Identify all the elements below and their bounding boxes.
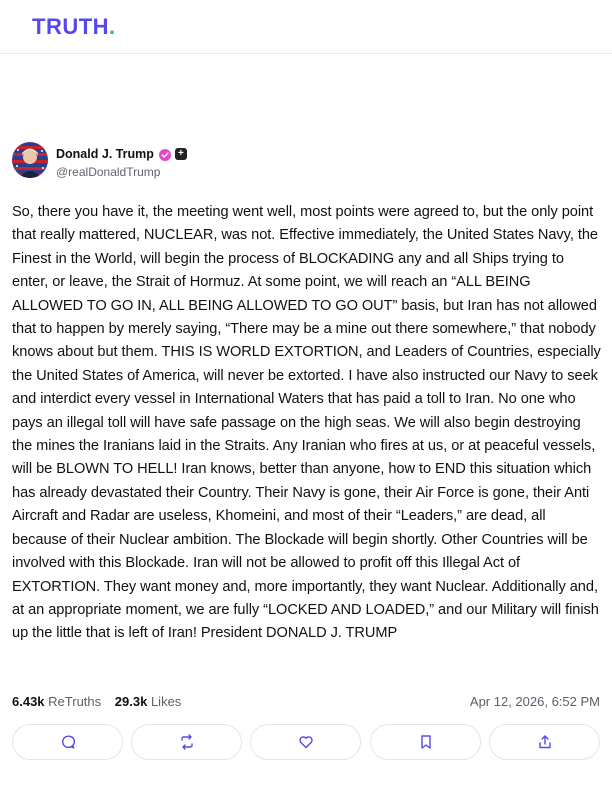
avatar[interactable]: [12, 142, 48, 178]
retruth-button[interactable]: [131, 724, 242, 760]
repost-icon: [179, 734, 195, 750]
post-stats: [12, 694, 600, 712]
plus-badge-icon: +: [175, 148, 187, 160]
post-header: [12, 142, 412, 180]
truth-logo[interactable]: TRUTH.: [32, 14, 116, 39]
verified-badge-icon: [159, 148, 171, 160]
share-icon: [537, 734, 553, 750]
post-timestamp[interactable]: Apr 12, 2026, 6:52 PM: [469, 694, 600, 709]
top-bar: [0, 0, 612, 54]
action-bar: [12, 724, 600, 760]
heart-icon: [298, 734, 314, 750]
author-display-name[interactable]: Donald J. Trump: [56, 147, 154, 161]
author-handle[interactable]: @realDonaldTrump: [56, 165, 161, 179]
bookmark-button[interactable]: [370, 724, 481, 760]
bookmark-icon: [418, 734, 434, 750]
reply-button[interactable]: [12, 724, 123, 760]
like-button[interactable]: [250, 724, 361, 760]
post-body: So, there you have it, the meeting went well, most points were agreed to, but the only point that really mattered, NUCLEAR, was not. Effective immediately, the United States Navy, the Finest in the World, will begin the process of BLOCKADING any and all Ships trying to enter, or leave, the Strait of Hormuz. At some point, we will reach an “ALL BEING ALLOWED TO GO IN, ALL BEING ALLOWED TO GO OUT” basis, but Iran has not allowed that to happen by merely saying, “There may be a mine out there somewhere,” that nobody knows about but them. THIS IS WORLD EXTORTION, and Leaders of Countries, especially the United States of America, will never be extorted. I have also instructed our Navy to seek and interdict every vessel in International Waters that has paid a toll to Iran. No one who pays an illegal toll will have safe passage on the high seas. We will also begin destroying the mines the Iranians laid in the Straits. Any Iranian who fires at us, or at peaceful vessels, will be BLOWN TO HELL! Iran knows, better than anyone, how to END this situation which has already devastated their Country. Their Navy is gone, their Air Force is gone, their Anti Aircraft and Radar are useless, Khomeini, and most of their “Leaders,” are dead, all because of their Nuclear ambition. The Blockade will begin shortly. Other Countries will be involved with this Blockade. Iran will not be allowed to profit off this Illegal Act of EXTORTION. They want money and, more importantly, they want Nuclear. Additionally and, at an appropriate moment, we are fully “LOCKED AND LOADED,” and our Military will finish up the little that is left of Iran! President DONALD J. TRUMP: [12, 204, 601, 642]
share-button[interactable]: [489, 724, 600, 760]
likes-stat[interactable]: 29.3k Likes: [114, 694, 182, 709]
retruths-stat[interactable]: 6.43k ReTruths: [12, 694, 102, 709]
comment-icon: [60, 734, 76, 750]
